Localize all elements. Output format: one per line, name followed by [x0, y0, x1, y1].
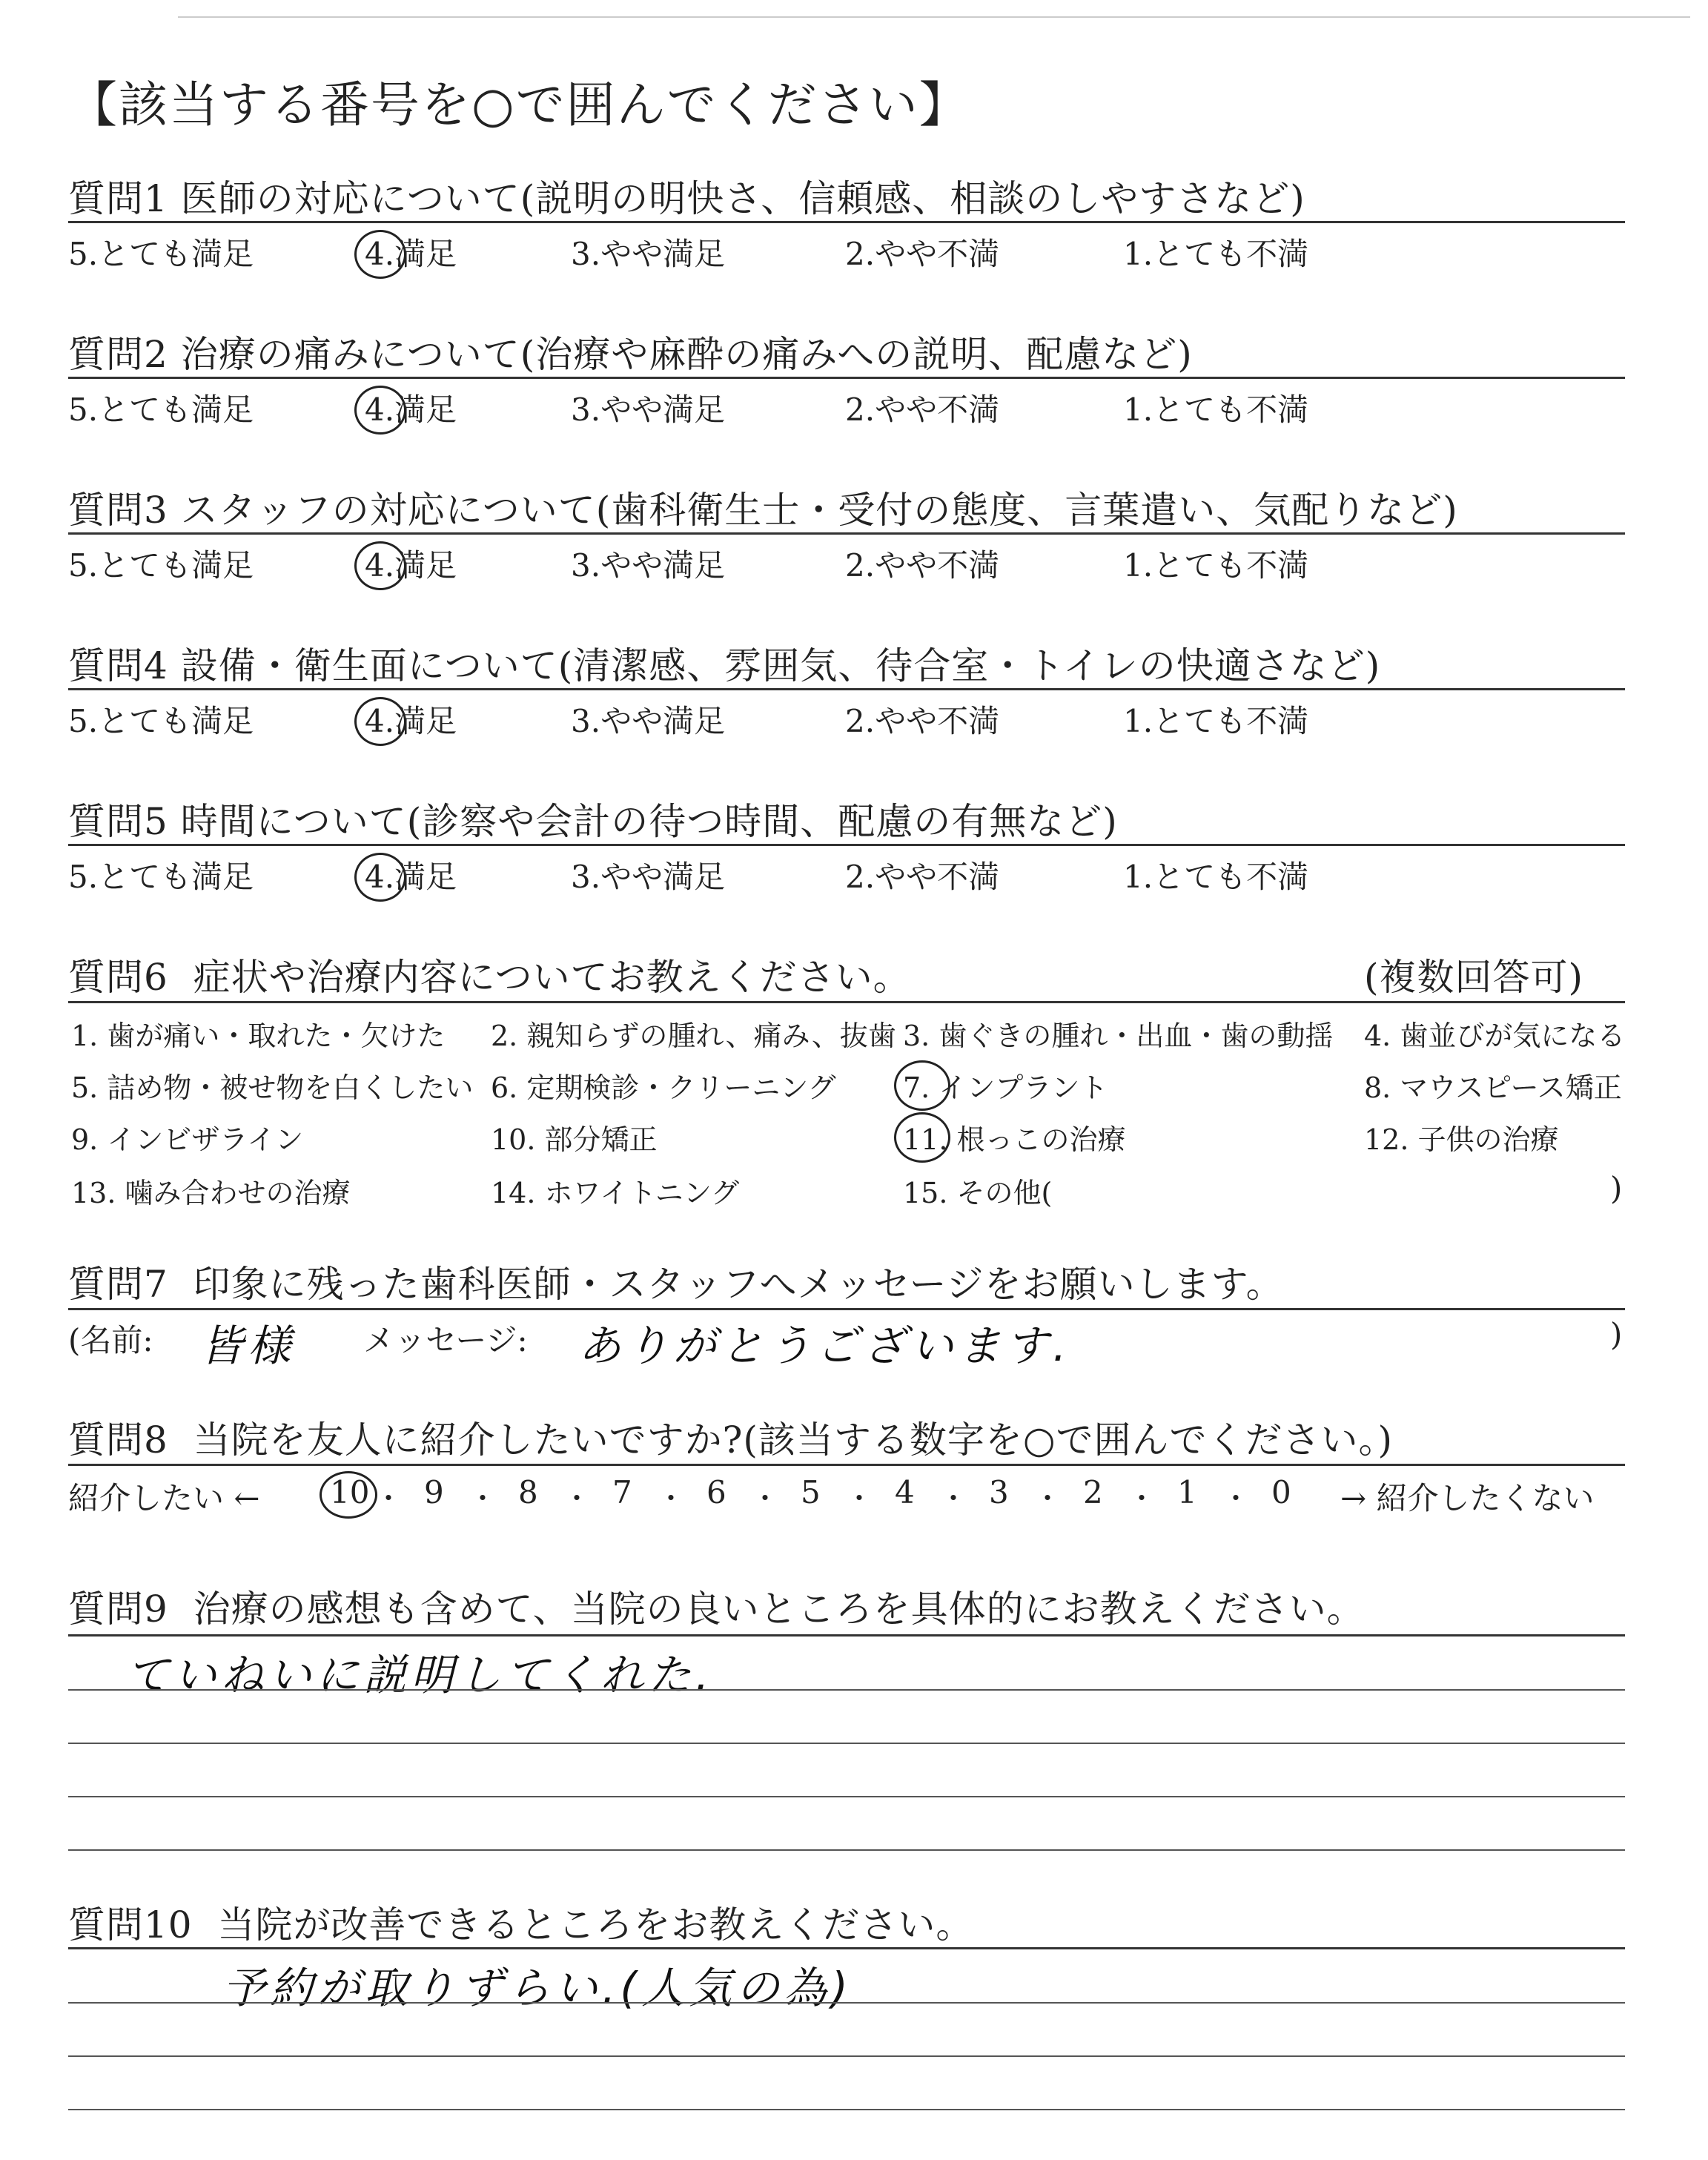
q10-answer: 予約が取りずらい.(人気の為) [222, 1963, 853, 2013]
symptom-option: 12. 子供の治療 [1364, 1123, 1559, 1156]
q10-line-1 [68, 2002, 1625, 2004]
rating-option: 5.とても満足 [68, 547, 254, 584]
q7-name-label: (名前: [68, 1322, 153, 1358]
q7-message-value: ありがとうございます. [578, 1321, 1071, 1371]
rating-option: 2.やや不満 [845, 236, 1000, 272]
q7-text: 印象に残った歯科医師・スタッフへメッセージをお願いします。 [193, 1263, 1284, 1306]
rating-option: 5.とても満足 [68, 392, 254, 428]
question-text: スタッフの対応について(歯科衛生士・受付の態度、言葉遣い、気配りなど) [180, 489, 1458, 532]
symptom-option: 15. その他( [903, 1177, 1053, 1209]
q10-rule [68, 1947, 1625, 1949]
selection-circle [354, 853, 406, 902]
rating-option: 4.満足 [365, 392, 457, 428]
referral-score: 5 [801, 1474, 821, 1510]
selection-circle [354, 697, 406, 746]
scale-separator: ・ [939, 1482, 968, 1515]
rating-option: 4.満足 [365, 236, 457, 272]
rating-option: 1.とても不満 [1123, 392, 1309, 428]
question-label: 質問3 [68, 489, 168, 532]
q9-rule [68, 1634, 1625, 1636]
symptom-option: 2. 親知らずの腫れ、痛み、抜歯 [491, 1020, 896, 1052]
referral-score: 7 [612, 1474, 632, 1510]
question-text: 時間について(診察や会計の待つ時間、配慮の有無など) [180, 800, 1118, 843]
question-heading [68, 325, 1193, 378]
q6-heading [68, 948, 911, 1001]
q8-right-label: → 紹介したくない [1340, 1480, 1595, 1516]
q6-note: (複数回答可) [1364, 956, 1584, 999]
q10-line-2 [68, 2055, 1625, 2057]
symptom-option: 3. 歯ぐきの腫れ・出血・歯の動揺 [903, 1020, 1334, 1052]
rating-option: 4.満足 [365, 703, 457, 739]
q8-heading [68, 1410, 1393, 1464]
q9-label: 質問9 [68, 1588, 168, 1631]
referral-score: 8 [518, 1474, 538, 1510]
question-rule [68, 377, 1625, 379]
q10-line-3 [68, 2109, 1625, 2110]
question-rule [68, 688, 1625, 690]
q8-label: 質問8 [68, 1418, 168, 1462]
q6-rule [68, 1001, 1625, 1003]
rating-option: 2.やや不満 [845, 703, 1000, 739]
rating-option: 2.やや不満 [845, 547, 1000, 584]
q9-heading [68, 1579, 1365, 1633]
q10-text: 当院が改善できるところをお教えください。 [217, 1903, 974, 1946]
question-heading [68, 792, 1118, 845]
rating-option: 5.とても満足 [68, 859, 254, 895]
question-text: 治療の痛みについて(治療や麻酔の痛みへの説明、配慮など) [180, 333, 1193, 376]
referral-score: 10 [330, 1474, 370, 1510]
symptom-option: 10. 部分矯正 [491, 1123, 658, 1156]
question-text: 設備・衛生面について(清潔感、雰囲気、待合室・トイレの快適さなど) [180, 644, 1381, 687]
symptom-option: 8. マウスピース矯正 [1364, 1071, 1622, 1104]
question-label: 質問5 [68, 800, 168, 843]
q7-close-paren: ) [1610, 1316, 1623, 1353]
q7-heading [68, 1255, 1284, 1308]
question-rule [68, 844, 1625, 846]
rating-option: 3.やや満足 [571, 392, 726, 428]
symptom-option: 4. 歯並びが気になる [1364, 1020, 1626, 1052]
q6-other-close: ) [1610, 1170, 1623, 1206]
referral-score: 0 [1271, 1474, 1291, 1510]
scale-separator: ・ [1033, 1482, 1062, 1515]
referral-score: 3 [989, 1474, 1009, 1510]
rating-option: 5.とても満足 [68, 236, 254, 272]
rating-option: 4.満足 [365, 547, 457, 584]
symptom-option: 1. 歯が痛い・取れた・欠けた [71, 1020, 446, 1052]
symptom-option: 13. 噛み合わせの治療 [71, 1177, 351, 1209]
q10-heading [68, 1895, 973, 1949]
question-heading [68, 169, 1305, 222]
q6-text: 症状や治療内容についてお教えください。 [193, 956, 911, 999]
question-label: 質問2 [68, 333, 168, 376]
question-rule [68, 532, 1625, 535]
q9-text: 治療の感想も含めて、当院の良いところを具体的にお教えください。 [193, 1588, 1365, 1631]
rating-option: 3.やや満足 [571, 236, 726, 272]
selection-circle [354, 230, 406, 279]
referral-score: 2 [1083, 1474, 1103, 1510]
q6-label: 質問6 [68, 956, 168, 999]
question-label: 質問1 [68, 177, 168, 220]
scale-separator: ・ [374, 1482, 403, 1515]
rating-option: 2.やや不満 [845, 859, 1000, 895]
q9-line-3 [68, 1796, 1625, 1797]
referral-score: 6 [706, 1474, 726, 1510]
scale-separator: ・ [845, 1482, 874, 1515]
question-rule [68, 221, 1625, 223]
rating-option: 4.満足 [365, 859, 457, 895]
q7-label: 質問7 [68, 1263, 168, 1306]
rating-option: 1.とても不満 [1123, 859, 1309, 895]
scale-separator: ・ [751, 1482, 780, 1515]
q10-label: 質問10 [68, 1903, 193, 1946]
rating-option: 3.やや満足 [571, 547, 726, 584]
rating-option: 1.とても不満 [1123, 236, 1309, 272]
symptom-option: 9. インビザライン [71, 1123, 304, 1156]
referral-score: 4 [895, 1474, 915, 1510]
scale-separator: ・ [469, 1482, 497, 1515]
q9-line-2 [68, 1743, 1625, 1744]
question-label: 質問4 [68, 644, 168, 687]
symptom-option: 14. ホワイトニング [491, 1177, 740, 1209]
rating-option: 3.やや満足 [571, 859, 726, 895]
scale-separator: ・ [1128, 1482, 1156, 1515]
question-heading [68, 480, 1458, 534]
form-title: 【該当する番号を○で囲んでください】 [68, 76, 970, 133]
selection-circle [894, 1060, 950, 1111]
symptom-option: 7. インプラント [903, 1071, 1108, 1104]
q9-line-4 [68, 1849, 1625, 1851]
symptom-option: 5. 詰め物・被せ物を白くしたい [71, 1071, 474, 1104]
q7-name-value: 皆様 [200, 1321, 296, 1371]
selection-circle [354, 386, 406, 435]
q8-rule [68, 1464, 1625, 1466]
q9-answer: ていねいに説明してくれた. [126, 1650, 714, 1700]
q8-text: 当院を友人に紹介したいですか?(該当する数字を○で囲んでください。) [193, 1418, 1394, 1462]
rating-option: 3.やや満足 [571, 703, 726, 739]
q8-left-label: 紹介したい ← [68, 1480, 260, 1516]
scale-separator: ・ [1222, 1482, 1251, 1515]
rating-option: 2.やや不満 [845, 392, 1000, 428]
symptom-option: 6. 定期検診・クリーニング [491, 1071, 836, 1104]
question-heading [68, 636, 1380, 690]
rating-option: 1.とても不満 [1123, 547, 1309, 584]
selection-circle [320, 1471, 377, 1519]
scale-separator: ・ [563, 1482, 592, 1515]
rating-option: 1.とても不満 [1123, 703, 1309, 739]
rating-option: 5.とても満足 [68, 703, 254, 739]
selection-circle [354, 541, 406, 590]
referral-score: 9 [424, 1474, 444, 1510]
symptom-option: 11. 根っこの治療 [903, 1123, 1126, 1156]
q9-line-1 [68, 1689, 1625, 1691]
q7-rule [68, 1308, 1625, 1310]
selection-circle [894, 1112, 950, 1163]
scan-edge [178, 16, 1690, 18]
referral-score: 1 [1177, 1474, 1197, 1510]
question-text: 医師の対応について(説明の明快さ、信頼感、相談のしやすさなど) [180, 177, 1305, 220]
scale-separator: ・ [657, 1482, 686, 1515]
q7-message-label: メッセージ: [363, 1322, 528, 1358]
